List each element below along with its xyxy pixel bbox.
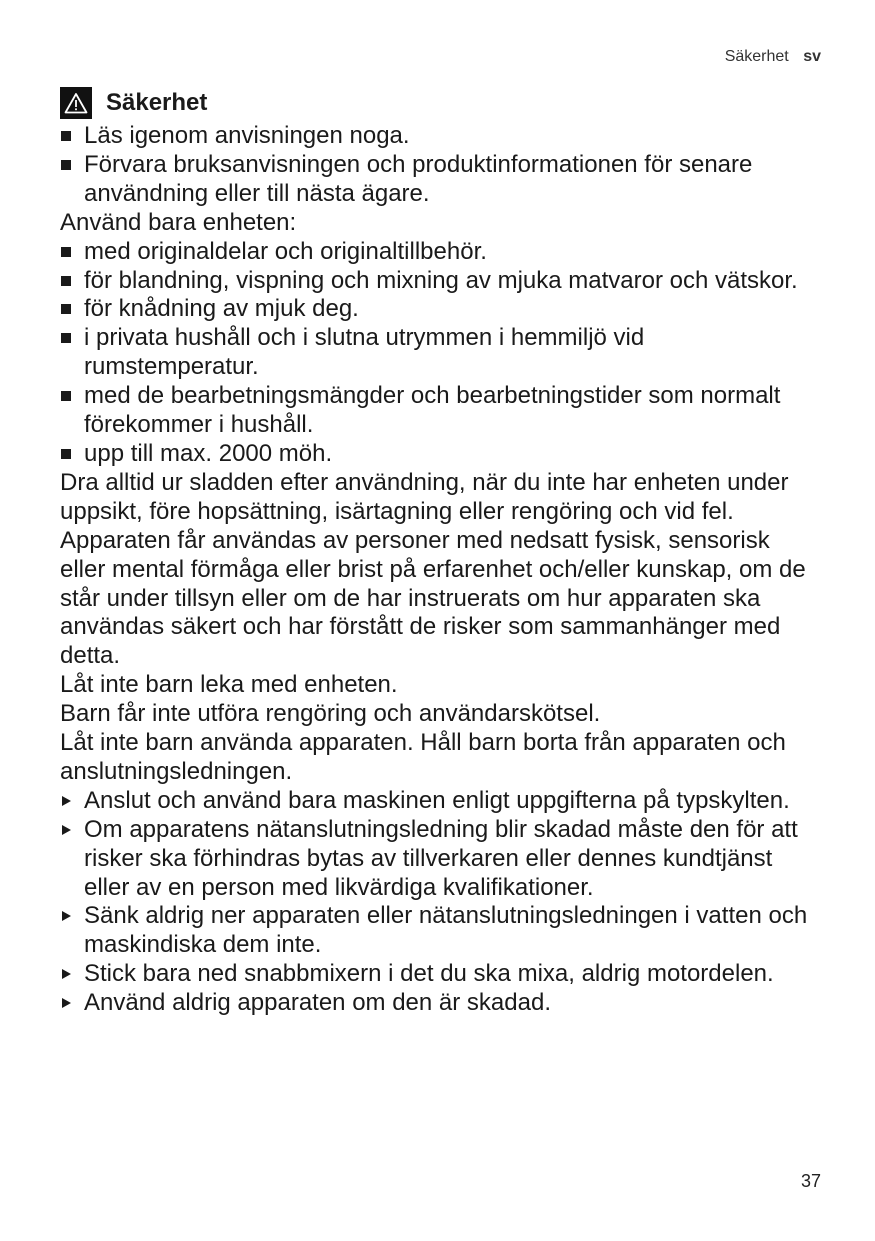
triangle-arrow-icon xyxy=(62,969,71,979)
section-heading xyxy=(60,86,820,120)
action-item: Använd aldrig apparaten om den är skadad. xyxy=(60,989,820,1018)
action-item: Anslut och använd bara maskinen enligt uppgifterna på typskylten. xyxy=(60,787,820,816)
use-only-label: Använd bara enheten: xyxy=(60,208,297,236)
action-list xyxy=(60,787,820,1018)
action-item: Om apparatens nätanslutningsledning blir skadad måste den för att risker ska förhindras bytas av tillverkaren eller dennes kundtjänst eller av en person med likvärdiga kvalifikationer. xyxy=(60,816,820,903)
list-item: med originaldelar och originaltillbehör. xyxy=(60,238,820,267)
triangle-arrow-icon xyxy=(62,998,71,1008)
use-bullet-list xyxy=(60,238,820,469)
square-bullet-icon xyxy=(61,131,71,141)
square-bullet-icon xyxy=(61,160,71,170)
running-header-section: Säkerhet xyxy=(724,48,789,65)
main-content xyxy=(60,86,820,1018)
triangle-arrow-icon xyxy=(62,825,71,835)
page-number: 37 xyxy=(800,1171,821,1191)
list-item: med de bearbetningsmängder och bearbetningstider som normalt förekommer i hushåll. xyxy=(60,382,820,440)
action-item: Stick bara ned snabbmixern i det du ska mixa, aldrig motordelen. xyxy=(60,960,820,989)
paragraph: Låt inte barn leka med enheten. xyxy=(60,671,398,699)
list-item: Förvara bruksanvisningen och produktinformationen för senare användning eller till nästa ägare. xyxy=(60,151,820,209)
section-title: Säkerhet xyxy=(106,88,208,116)
square-bullet-icon xyxy=(61,449,71,459)
triangle-arrow-icon xyxy=(62,796,71,806)
paragraph: Apparaten får användas av personer med nedsatt fysisk, sensorisk eller mental förmåga eller brist på erfarenhet och/eller kunskap, om de står under tillsyn eller om de har instruerats om hur apparaten ska användas säkert och har förstått de risker som sammanhänger med detta. xyxy=(60,526,806,670)
running-header xyxy=(725,48,821,66)
running-header-language: sv xyxy=(803,48,821,65)
square-bullet-icon xyxy=(61,304,71,314)
list-item: i privata hushåll och i slutna utrymmen i hemmiljö vid rumstemperatur. xyxy=(60,324,820,382)
square-bullet-icon xyxy=(61,333,71,343)
triangle-arrow-icon xyxy=(62,911,71,921)
warning-triangle-icon xyxy=(60,87,92,119)
list-item: upp till max. 2000 möh. xyxy=(60,440,820,469)
square-bullet-icon xyxy=(61,276,71,286)
paragraph: Låt inte barn använda apparaten. Håll barn borta från apparaten och anslutningsledningen. xyxy=(60,729,786,785)
square-bullet-icon xyxy=(61,391,71,401)
square-bullet-icon xyxy=(61,247,71,257)
list-item: för blandning, vispning och mixning av mjuka matvaror och vätskor. xyxy=(60,267,820,296)
paragraph: Barn får inte utföra rengöring och användarskötsel. xyxy=(60,700,601,728)
list-item: för knådning av mjuk deg. xyxy=(60,295,820,324)
paragraph: Dra alltid ur sladden efter användning, när du inte har enheten under uppsikt, före hopsättning, isärtagning eller rengöring och vid fel. xyxy=(60,468,789,525)
intro-bullet-list xyxy=(60,122,820,209)
list-item: Läs igenom anvisningen noga. xyxy=(60,122,820,151)
action-item: Sänk aldrig ner apparaten eller nätanslutningsledningen i vatten och maskindiska dem inte. xyxy=(60,902,820,960)
